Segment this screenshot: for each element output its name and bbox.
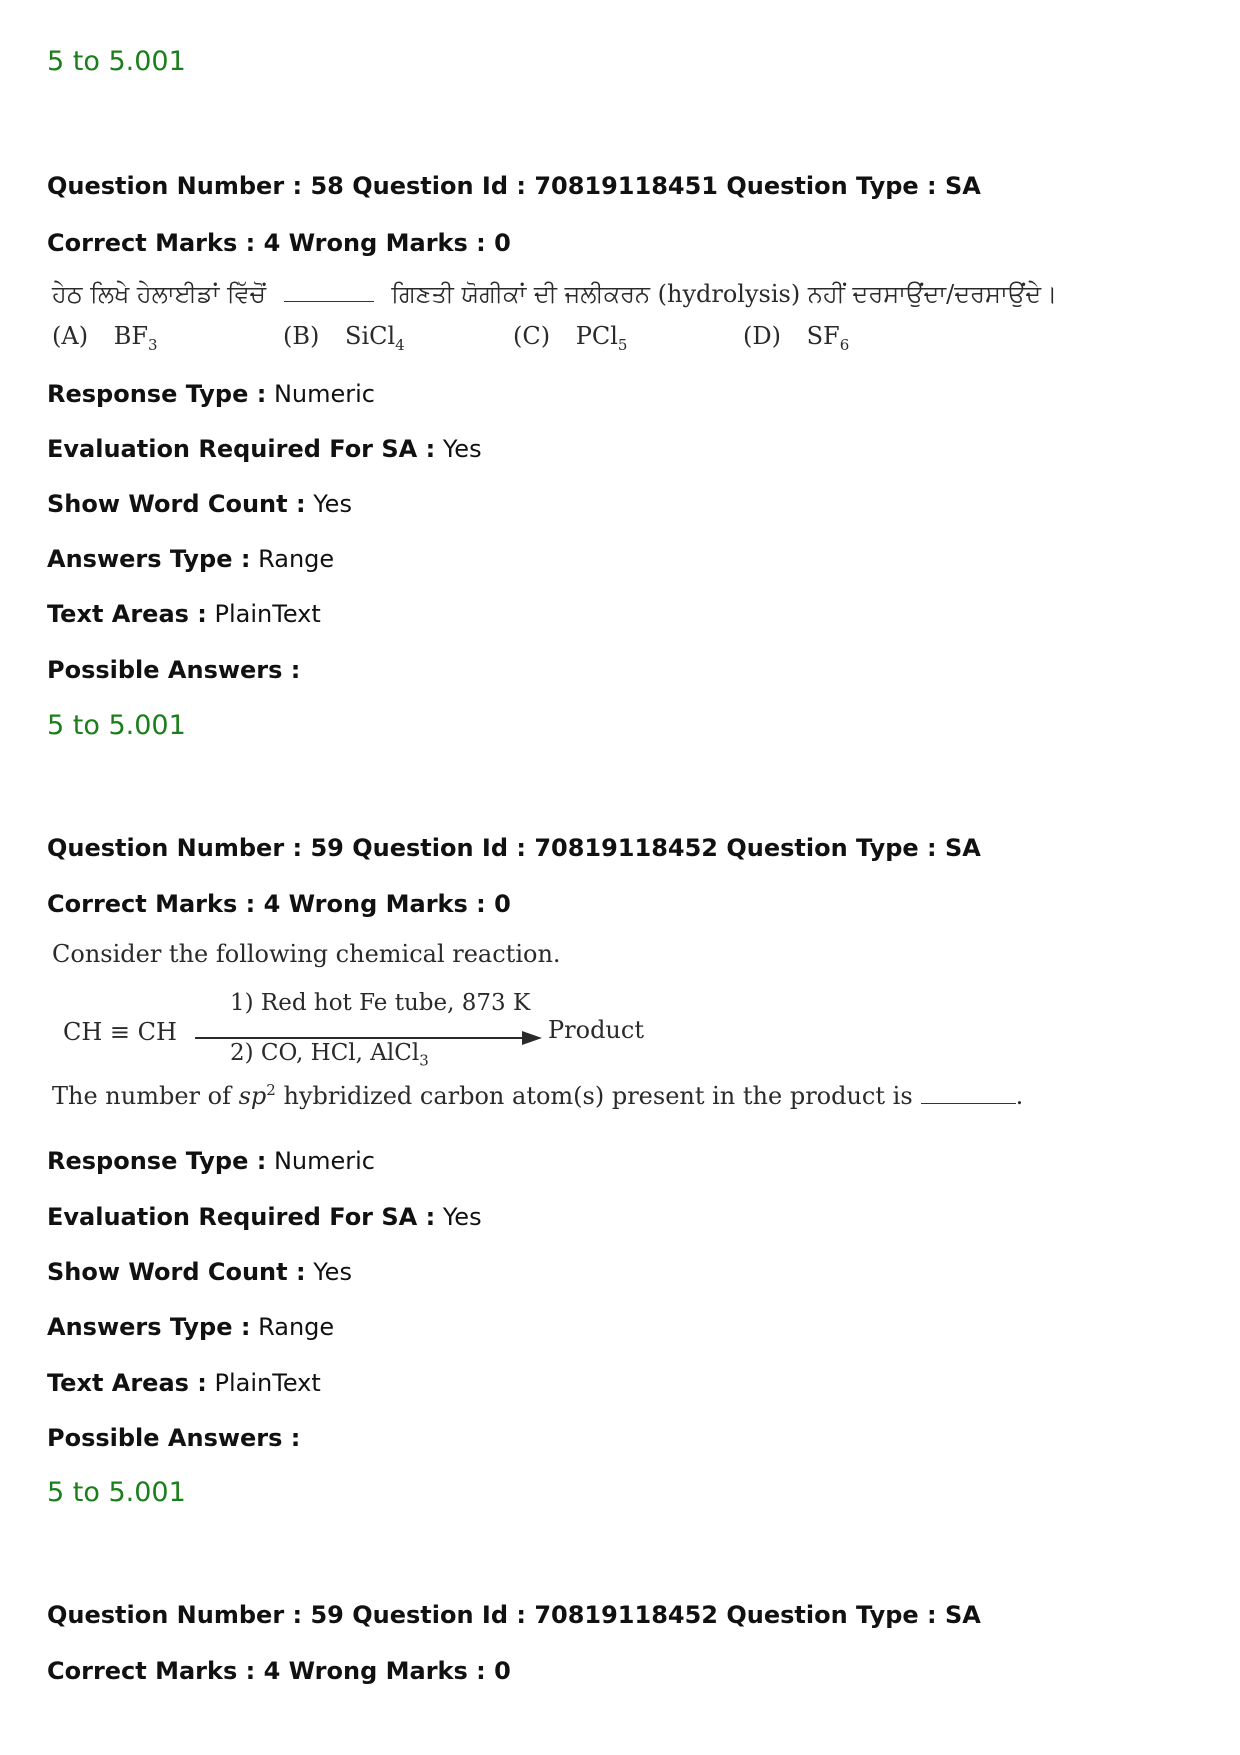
question-marks: Correct Marks : 4 Wrong Marks : 0 — [47, 1657, 511, 1685]
question-marks: Correct Marks : 4 Wrong Marks : 0 — [47, 890, 511, 918]
field-value: Yes — [313, 490, 352, 518]
reactant: CH ≡ CH — [63, 1018, 177, 1046]
evaluation-row — [47, 1203, 482, 1231]
possible-answer-value: 5 to 5.001 — [47, 1477, 186, 1508]
option-label: (C) — [513, 322, 551, 350]
text-areas-row — [47, 1369, 321, 1397]
question-text — [52, 280, 1057, 308]
possible-answer-value: 5 to 5.001 — [47, 46, 186, 77]
question-text-part: sp — [238, 1082, 267, 1110]
question-text: The number of $sp^2$ hybridized carbon atom(s) present in the product is . — [52, 1081, 1024, 1110]
option-formula: SiCl — [345, 322, 396, 350]
reaction-arrow — [195, 1037, 525, 1039]
question-intro: Consider the following chemical reaction. — [52, 940, 561, 968]
question-header: Question Number : 58 Question Id : 70819118451 Question Type : SA — [47, 172, 981, 200]
option-formula: BF — [113, 322, 148, 350]
question-header: Question Number : 59 Question Id : 70819118452 Question Type : SA — [47, 834, 981, 862]
field-key: Answers Type : — [47, 1313, 251, 1341]
option-b — [283, 322, 405, 354]
text-areas-row — [47, 600, 321, 628]
question-header: Question Number : 59 Question Id : 70819118452 Question Type : SA — [47, 1601, 981, 1629]
field-key: Response Type : — [47, 380, 267, 408]
subscript: 3 — [419, 1051, 429, 1070]
response-type-row — [47, 380, 375, 408]
answer-blank — [921, 1085, 1016, 1104]
option-subscript: 5 — [617, 335, 628, 354]
field-value: PlainText — [214, 1369, 321, 1397]
field-value: Range — [258, 545, 335, 573]
option-formula: SF — [806, 322, 840, 350]
option-subscript: 4 — [395, 335, 405, 354]
response-type-row — [47, 1147, 375, 1175]
word-count-row — [47, 1258, 352, 1286]
superscript: 2 — [266, 1081, 276, 1099]
field-key: Possible Answers : — [47, 1424, 301, 1452]
reaction-product: Product — [548, 1016, 644, 1044]
answers-type-row — [47, 545, 334, 573]
option-label: (B) — [283, 322, 320, 350]
field-value: Numeric — [273, 380, 375, 408]
field-value: Range — [258, 1313, 335, 1341]
field-key: Evaluation Required For SA : — [47, 1203, 436, 1231]
possible-answers-row — [47, 1424, 300, 1452]
reaction-step-2-text: 2) CO, HCl, AlCl — [230, 1040, 420, 1066]
field-key: Show Word Count : — [47, 490, 306, 518]
answers-type-row — [47, 1313, 334, 1341]
field-key: Text Areas : — [47, 1369, 207, 1397]
reaction-step-2 — [230, 1040, 429, 1070]
possible-answers-row — [47, 656, 300, 684]
option-formula: PCl — [575, 322, 618, 350]
option-subscript: 6 — [839, 335, 850, 354]
field-key: Response Type : — [47, 1147, 267, 1175]
evaluation-row — [47, 435, 482, 463]
field-value: Yes — [313, 1258, 352, 1286]
word-count-row — [47, 490, 352, 518]
option-c — [513, 322, 627, 354]
question-marks: Correct Marks : 4 Wrong Marks : 0 — [47, 229, 511, 257]
option-subscript: 3 — [148, 335, 158, 354]
question-text-part: (hydrolysis) — [657, 280, 801, 308]
field-key: Text Areas : — [47, 600, 207, 628]
question-text-part: ਗਿਣਤੀ ਯੋਗੀਕਾਂ ਦੀ ਜਲੀਕਰਨ — [391, 280, 650, 308]
option-d — [743, 322, 849, 354]
field-key: Answers Type : — [47, 545, 251, 573]
field-key: Evaluation Required For SA : — [47, 435, 436, 463]
arrow-head-icon — [522, 1031, 542, 1045]
field-value: Yes — [442, 435, 482, 463]
field-key: Possible Answers : — [47, 656, 301, 684]
question-text-part: ਹੇਠ ਲਿਖੇ ਹੇਲਾਈਡਾਂ ਵਿੱਚੋਂ — [52, 280, 266, 308]
question-text-part: The number of — [52, 1082, 231, 1110]
option-label: (A) — [52, 322, 89, 350]
field-value: Yes — [442, 1203, 482, 1231]
field-value: Numeric — [273, 1147, 375, 1175]
option-label: (D) — [743, 322, 781, 350]
question-text-part: ਨਹੀਂ ਦਰਸਾਉਂਦਾ/ਦਰਸਾਉਂਦੇ। — [807, 280, 1058, 308]
option-a — [52, 322, 158, 354]
possible-answer-value: 5 to 5.001 — [47, 710, 186, 741]
field-key: Show Word Count : — [47, 1258, 306, 1286]
answer-blank — [284, 283, 374, 302]
reaction-step-1: 1) Red hot Fe tube, 873 K — [230, 990, 531, 1016]
field-value: PlainText — [214, 600, 321, 628]
question-text-part: hybridized carbon atom(s) present in the product is — [283, 1082, 913, 1110]
